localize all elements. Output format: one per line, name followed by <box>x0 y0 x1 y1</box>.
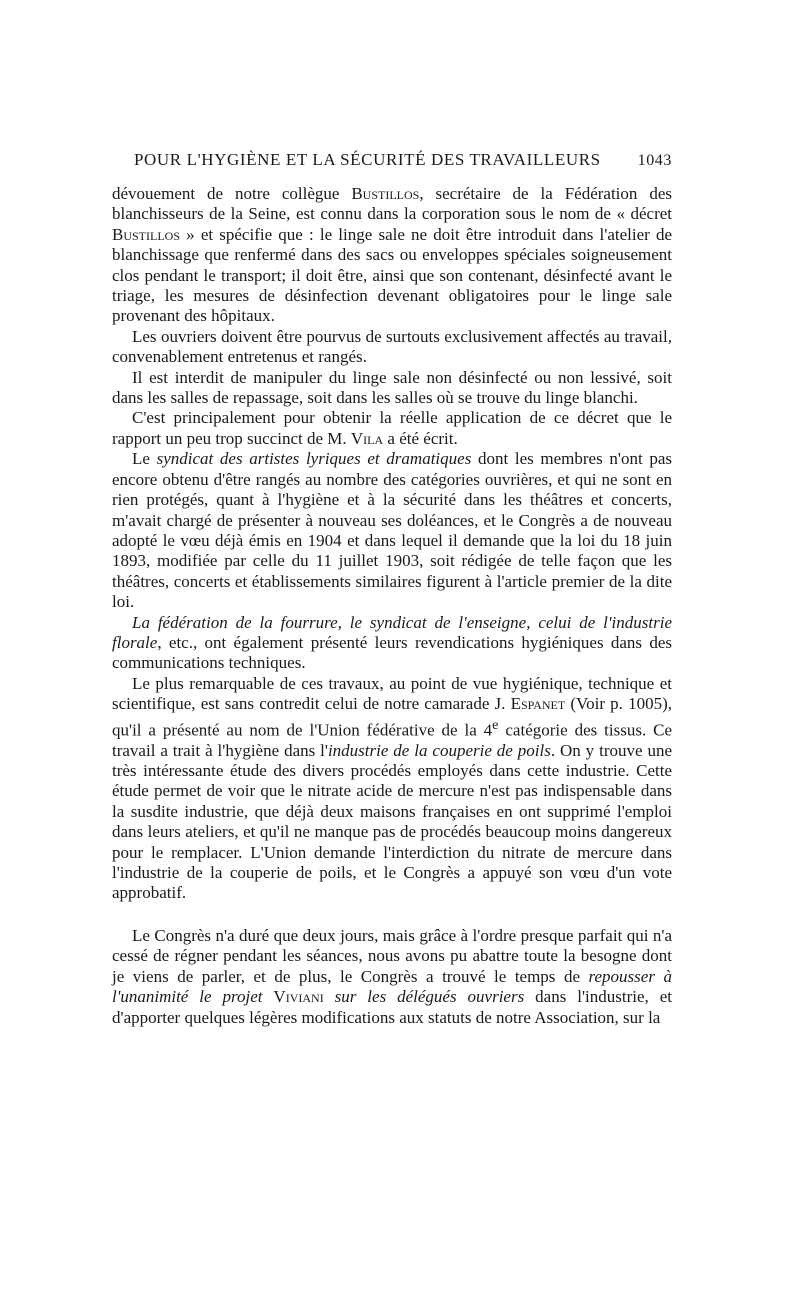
text-run: Le Congrès n'a duré que deux jours, mais grâce à l'ordre presque parfait qui n'a cessé de régner pendant les séances, nous avons pu abattre toute la besogne dont je viens de parler, et de plus, le Congrès a trouvé le temps de <box>112 925 672 986</box>
text-run: dans l'industrie, et d'apporter quelques légères modifications aux statuts de notre Association, sur la <box>112 987 672 1027</box>
body-text <box>112 184 672 1028</box>
text-run: (Voir p. 1005), qu'il a présenté au nom de l'Union fédérative de la 4 <box>112 694 672 740</box>
header-title: POUR L'HYGIÈNE ET LA SÉCURITÉ DES TRAVAILLEURS <box>134 150 601 169</box>
paragraph-5 <box>112 449 672 612</box>
text-run: , etc., ont également présenté leurs revendications hygiéniques dans des communications techniques. <box>112 632 672 673</box>
page-number: 1043 <box>637 152 672 169</box>
text-run: dont les membres n'ont pas encore obtenu d'être rangés au nombre des catégories ouvrières, et qui ne sont en rien protégés, quant à l'hygiène et à la sécurité dans les théâtres et concerts, m'avait chargé de présenter à nouveau ses doléances, et le Congrès a de nouveau adopté le vœu déjà émis en 1904 et dans lequel il demande que la loi du 18 juin 1893, modifiée par celle du 11 juillet 1903, soit rédigée de telle façon que les théâtres, concerts et établissements similaires figurent à l'article premier de la dite loi. <box>112 449 672 612</box>
text-run: Le plus remarquable de ces travaux, au point de vue hygiénique, technique et scientifique, est sans contredit celui de notre camarade J. <box>112 673 672 714</box>
person-name: Viviani <box>273 987 324 1007</box>
italic-text: La fédération de la fourrure, le syndicat de l'enseigne, celui de l'industrie florale <box>112 612 672 652</box>
paragraph-3: Il est interdit de manipuler du linge sale non désinfecté ou non lessivé, soit dans les salles de repassage, soit dans les salles où se trouve du linge blanchi. <box>112 367 672 408</box>
paragraph-8 <box>112 926 672 1028</box>
italic-text: syndicat des artistes lyriques et dramatiques <box>156 449 472 469</box>
text-run: C'est principalement pour obtenir la réelle application de ce décret que le rapport un peu trop succinct de M. <box>112 408 672 448</box>
text-run: Le <box>132 449 157 469</box>
paragraph-4 <box>112 408 672 449</box>
text-run: » et spécifie que : le linge sale ne doit être introduit dans l'atelier de blanchissage que renfermé dans des sacs ou enveloppes spéciales soigneusement clos pendant le transport; il doit être, ainsi que son contenant, désinfecté avant le triage, les mesures de désinfection devenant obligatoires pour le linge sale provenant des hôpitaux. <box>112 224 672 326</box>
document-page <box>112 150 672 1028</box>
ordinal-superscript: e <box>492 716 499 733</box>
text-run: , secrétaire de la Fédération des blanchisseurs de la Seine, est connu dans la corporation sous le nom de « décret <box>112 184 672 224</box>
text-run: a été écrit. <box>383 428 458 448</box>
italic-text: repousser à l'unanimité le projet <box>112 966 672 1007</box>
person-name: Vila <box>350 428 384 448</box>
paragraph-2: Les ouvriers doivent être pourvus de surtouts exclusivement affectés au travail, convenablement entretenus et rangés. <box>112 326 672 367</box>
text-run: . On y trouve une très intéressante étude des divers procédés employés dans cette industrie. Cette étude permet de voir que le nitrate acide de mercure n'est pas indispensable dans la susdite industrie, que déjà deux maisons françaises en ont supprimé l'emploi dans leurs ateliers, et qu'il ne manque pas de procédés beaucoup moins dangereux pour le remplacer. L'Union demande l'interdiction du nitrate de mercure dans l'industrie de la couperie de poils, et le Congrès a appuyé son vœu d'un vote approbatif. <box>112 740 672 903</box>
paragraph-1 <box>112 184 672 327</box>
text-run: catégorie des tissus. Ce travail a trait à l'hygiène dans l' <box>112 720 672 760</box>
person-name: Bustillos <box>112 224 181 244</box>
text-run: dévouement de notre collègue <box>112 184 352 203</box>
person-name: Bustillos <box>351 184 420 203</box>
italic-text: sur les délégués ouvriers <box>323 987 525 1007</box>
paragraph-6 <box>112 613 672 674</box>
person-name: Espanet <box>510 694 566 714</box>
italic-text: industrie de la couperie de poils <box>327 740 551 760</box>
running-header <box>112 150 672 170</box>
paragraph-7 <box>112 674 672 904</box>
